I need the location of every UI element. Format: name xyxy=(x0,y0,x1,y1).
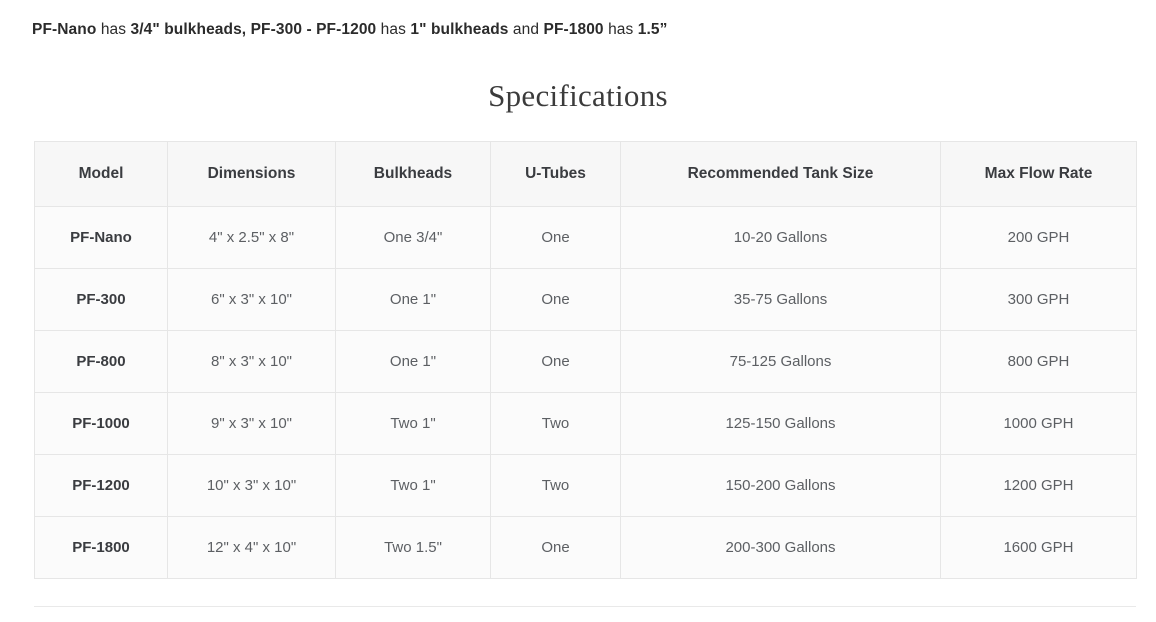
cell-dimensions: 8" x 3" x 10" xyxy=(168,331,336,393)
intro-segment-7: has xyxy=(603,21,638,38)
column-header-max-flow-rate: Max Flow Rate xyxy=(941,142,1137,207)
cell-model: PF-1000 xyxy=(35,393,168,455)
cell-model: PF-Nano xyxy=(35,207,168,269)
cell-model: PF-1200 xyxy=(35,455,168,517)
table-row xyxy=(35,207,1137,269)
column-header-dimensions: Dimensions xyxy=(168,142,336,207)
table-row xyxy=(35,269,1137,331)
page-title: Specifications xyxy=(488,78,668,113)
cell-dimensions: 12" x 4" x 10" xyxy=(168,517,336,579)
intro-text xyxy=(32,21,667,39)
cell-dimensions: 9" x 3" x 10" xyxy=(168,393,336,455)
cell-bulkheads: One 1" xyxy=(336,331,491,393)
table-row xyxy=(35,331,1137,393)
column-header-u-tubes: U-Tubes xyxy=(491,142,621,207)
cell-flow-rate: 200 GPH xyxy=(941,207,1137,269)
cell-bulkheads: One 3/4" xyxy=(336,207,491,269)
intro-segment-1: has xyxy=(96,21,131,38)
cell-flow-rate: 1200 GPH xyxy=(941,455,1137,517)
intro-segment-4: 1" bulkheads xyxy=(410,21,509,38)
cell-tank-size: 150-200 Gallons xyxy=(621,455,941,517)
cell-dimensions: 4" x 2.5" x 8" xyxy=(168,207,336,269)
specifications-table xyxy=(34,141,1137,579)
cell-tank-size: 200-300 Gallons xyxy=(621,517,941,579)
cell-model: PF-800 xyxy=(35,331,168,393)
cell-tank-size: 75-125 Gallons xyxy=(621,331,941,393)
cell-model: PF-300 xyxy=(35,269,168,331)
intro-segment-5: and xyxy=(508,21,544,38)
cell-u-tubes: One xyxy=(491,331,621,393)
cell-bulkheads: Two 1" xyxy=(336,393,491,455)
table-header-row xyxy=(35,142,1137,207)
cell-flow-rate: 300 GPH xyxy=(941,269,1137,331)
cell-tank-size: 125-150 Gallons xyxy=(621,393,941,455)
cell-u-tubes: Two xyxy=(491,455,621,517)
cell-dimensions: 10" x 3" x 10" xyxy=(168,455,336,517)
cell-tank-size: 10-20 Gallons xyxy=(621,207,941,269)
cell-bulkheads: One 1" xyxy=(336,269,491,331)
table-row xyxy=(35,455,1137,517)
cell-flow-rate: 1000 GPH xyxy=(941,393,1137,455)
table-row xyxy=(35,393,1137,455)
table-row xyxy=(35,517,1137,579)
cell-dimensions: 6" x 3" x 10" xyxy=(168,269,336,331)
cell-tank-size: 35-75 Gallons xyxy=(621,269,941,331)
cell-bulkheads: Two 1" xyxy=(336,455,491,517)
intro-segment-3: has xyxy=(376,21,411,38)
column-header-model: Model xyxy=(35,142,168,207)
intro-segment-6: PF-1800 xyxy=(543,21,604,38)
column-header-bulkheads: Bulkheads xyxy=(336,142,491,207)
intro-segment-2: 3/4" bulkheads, PF-300 - PF-1200 xyxy=(130,21,377,38)
section-divider xyxy=(34,606,1136,607)
cell-model: PF-1800 xyxy=(35,517,168,579)
cell-flow-rate: 1600 GPH xyxy=(941,517,1137,579)
cell-flow-rate: 800 GPH xyxy=(941,331,1137,393)
intro-segment-8: 1.5” xyxy=(637,21,668,38)
cell-u-tubes: Two xyxy=(491,393,621,455)
cell-u-tubes: One xyxy=(491,517,621,579)
cell-u-tubes: One xyxy=(491,269,621,331)
intro-segment-0: PF-Nano xyxy=(32,21,97,38)
cell-bulkheads: Two 1.5" xyxy=(336,517,491,579)
cell-u-tubes: One xyxy=(491,207,621,269)
column-header-recommended-tank-size: Recommended Tank Size xyxy=(621,142,941,207)
